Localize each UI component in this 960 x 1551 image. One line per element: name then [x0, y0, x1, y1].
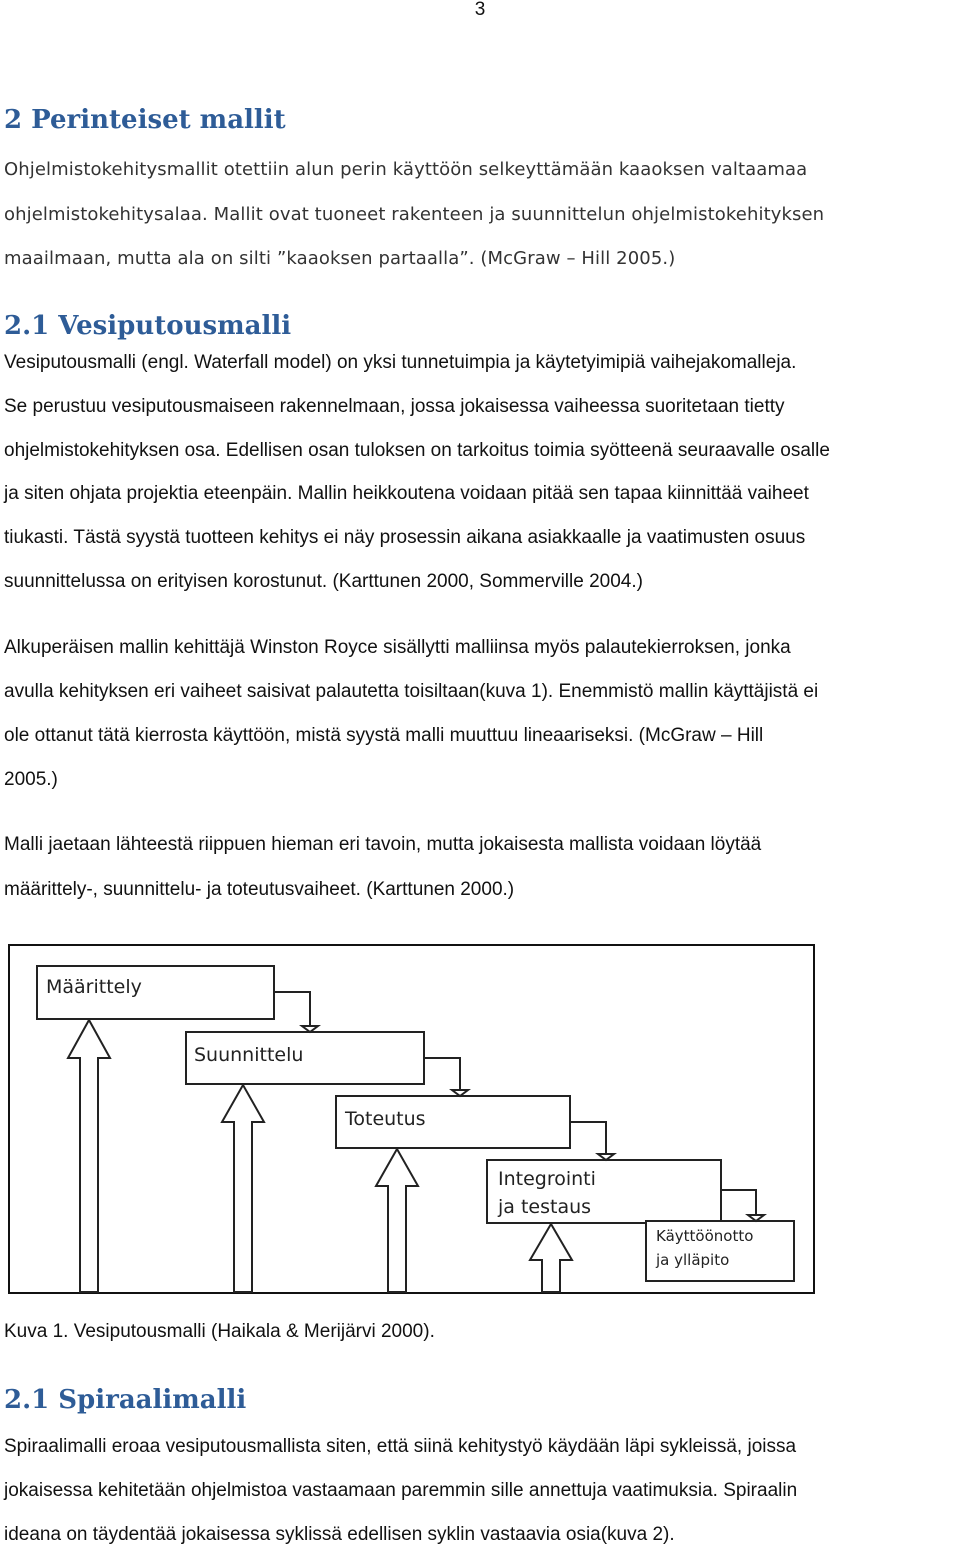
waterfall-diagram — [8, 944, 815, 1294]
stage-label-maarittely: Määrittely — [46, 976, 142, 998]
paragraph-line: Spiraalimalli eroaa vesiputousmallista siten, että siinä kehitystyö käydään läpi sykleissä, joissa — [4, 1436, 797, 1457]
paragraph-line: maailmaan, mutta ala on silti ”kaaoksen partaalla”. (McGraw – Hill 2005.) — [4, 248, 676, 269]
stage-label-toteutus: Toteutus — [345, 1108, 426, 1130]
stage-label-suunnittelu: Suunnittelu — [194, 1044, 304, 1066]
section-heading-vesiputousmalli: 2.1 Vesiputousmalli — [4, 311, 292, 341]
paragraph-line: Alkuperäisen mallin kehittäjä Winston Royce sisällytti malliinsa myös palautekierroksen, jonka — [4, 637, 791, 658]
paragraph-line: ole ottanut tätä kierrosta käyttöön, mistä syystä malli muuttuu lineaariseksi. (McGraw – Hill — [4, 725, 764, 746]
stage-label-integrointi: Integrointi — [498, 1168, 596, 1190]
paragraph-line: ideana on täydentää jokaisessa syklissä edellisen syklin vastaavia osia(kuva 2). — [4, 1524, 675, 1545]
paragraph-line: avulla kehityksen eri vaiheet saisivat palautetta toisiltaan(kuva 1). Enemmistö mallin käyttäjistä ei — [4, 681, 819, 702]
paragraph-line: tiukasti. Tästä syystä tuotteen kehitys ei näy prosessin aikana asiakkaalle ja vaatimusten osuus — [4, 527, 806, 548]
paragraph-line: määrittely-, suunnittelu- ja toteutusvaiheet. (Karttunen 2000.) — [4, 879, 515, 900]
down-arrow — [424, 1058, 468, 1096]
stage-label-testaus: ja testaus — [498, 1196, 592, 1218]
paragraph-line: Ohjelmistokehitysmallit otettiin alun perin käyttöön selkeyttämään kaaoksen valtaamaa — [4, 159, 808, 180]
down-arrow — [721, 1190, 764, 1221]
section-heading-spiraalimalli: 2.1 Spiraalimalli — [4, 1385, 247, 1415]
paragraph-line: ohjelmistokehitysalaa. Mallit ovat tuoneet rakenteen ja suunnittelun ohjelmistokehityksen — [4, 204, 825, 225]
feedback-arrow — [530, 1224, 572, 1292]
paragraph-line: Malli jaetaan lähteestä riippuen hieman eri tavoin, mutta jokaisesta mallista voidaan löytää — [4, 834, 762, 855]
feedback-arrow — [68, 1020, 110, 1292]
paragraph-line: ja siten ohjata projektia eteenpäin. Mallin heikkoutena voidaan pitää sen tapaa kiinnittää vaiheet — [4, 483, 809, 504]
feedback-arrow — [376, 1149, 418, 1292]
page-number: 3 — [474, 0, 486, 20]
section-heading-perinteiset-mallit: 2 Perinteiset mallit — [4, 105, 286, 135]
paragraph-line: Se perustuu vesiputousmaiseen rakennelmaan, jossa jokaisessa vaiheessa suoritetaan tietty — [4, 396, 785, 417]
paragraph-line: suunnittelussa on erityisen korostunut. (Karttunen 2000, Sommerville 2004.) — [4, 571, 643, 592]
stage-label-yllapito: ja ylläpito — [656, 1251, 730, 1269]
paragraph-line: ohjelmistokehityksen osa. Edellisen osan tuloksen on tarkoitus toimia syötteenä seuraavalle osalle — [4, 440, 830, 461]
stage-label-kayttoonotto: Käyttöönotto — [656, 1227, 754, 1245]
paragraph-line: Vesiputousmalli (engl. Waterfall model) on yksi tunnetuimpia ja käytetyimipiä vaihejakomalleja. — [4, 352, 797, 373]
down-arrow — [274, 992, 318, 1032]
down-arrow — [570, 1122, 614, 1160]
feedback-arrow — [222, 1085, 264, 1292]
paragraph-line: 2005.) — [4, 769, 58, 790]
figure-caption: Kuva 1. Vesiputousmalli (Haikala & Merijärvi 2000). — [4, 1321, 435, 1342]
paragraph-line: jokaisessa kehitetään ohjelmistoa vastaamaan paremmin sille annettuja vaatimuksia. Spiraalin — [4, 1480, 798, 1501]
